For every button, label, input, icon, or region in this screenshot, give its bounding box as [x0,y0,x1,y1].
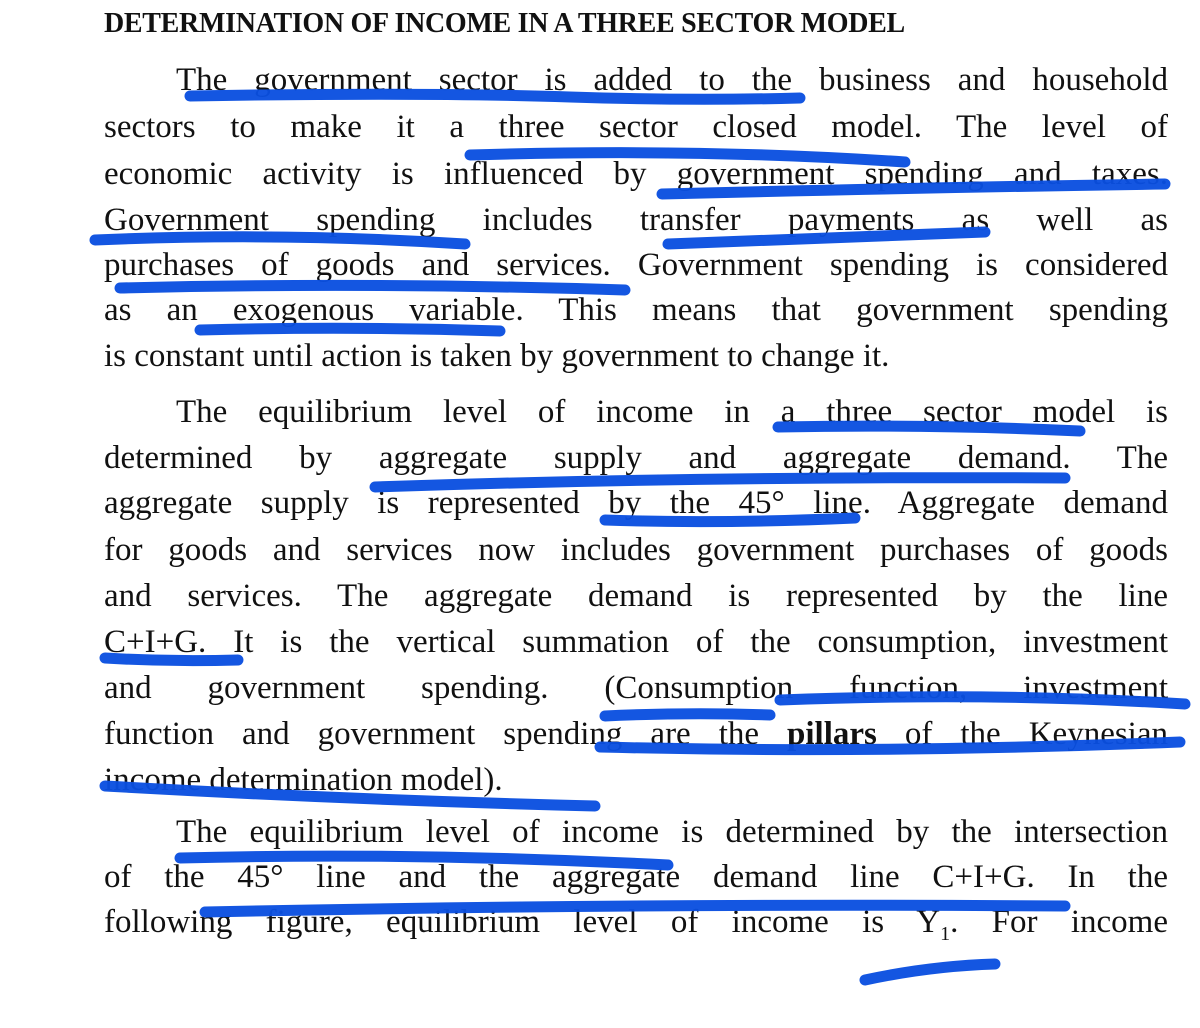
text-segment: . For income [950,904,1168,940]
text-line: and services. The aggregate demand is represented by the line [104,578,1168,614]
text-line [104,714,1168,754]
emphasis-pillars: pillars [787,716,877,752]
text-line: sectors to make it a three sector closed model. The level of [104,109,1168,145]
text-line [104,902,1168,954]
text-line: The equilibrium level of income in a three sector model is [176,394,1168,430]
underline-stroke [865,964,995,980]
text-line: of the 45° line and the aggregate demand line C+I+G. In the [104,859,1168,895]
text-line: purchases of goods and services. Government spending is considered [104,247,1168,283]
text-line: economic activity is influenced by government spending and taxes. [104,156,1168,192]
text-line: is constant until action is taken by government to change it. [104,338,890,374]
text-line: as an exogenous variable. This means that government spending [104,292,1168,328]
text-line: The equilibrium level of income is determined by the intersection [176,814,1168,850]
text-segment: of the Keynesian [876,716,1168,752]
text-line: and government spending. (Consumption function, investment [104,670,1168,706]
text-line: income determination model). [104,762,503,798]
text-segment: following figure, equilibrium level of income is Y [104,904,941,940]
text-segment: function and government spending are the [104,716,788,752]
text-line: determined by aggregate supply and aggregate demand. The [104,440,1168,476]
page-title: DETERMINATION OF INCOME IN A THREE SECTOR MODEL [104,8,905,39]
text-line: aggregate supply is represented by the 45° line. Aggregate demand [104,485,1168,521]
text-line: C+I+G. It is the vertical summation of the consumption, investment [104,624,1168,660]
text-line: for goods and services now includes government purchases of goods [104,532,1168,568]
text-line: Government spending includes transfer payments as well as [104,202,1168,238]
text-line: The government sector is added to the business and household [176,62,1168,98]
subscript: 1 [940,923,951,945]
